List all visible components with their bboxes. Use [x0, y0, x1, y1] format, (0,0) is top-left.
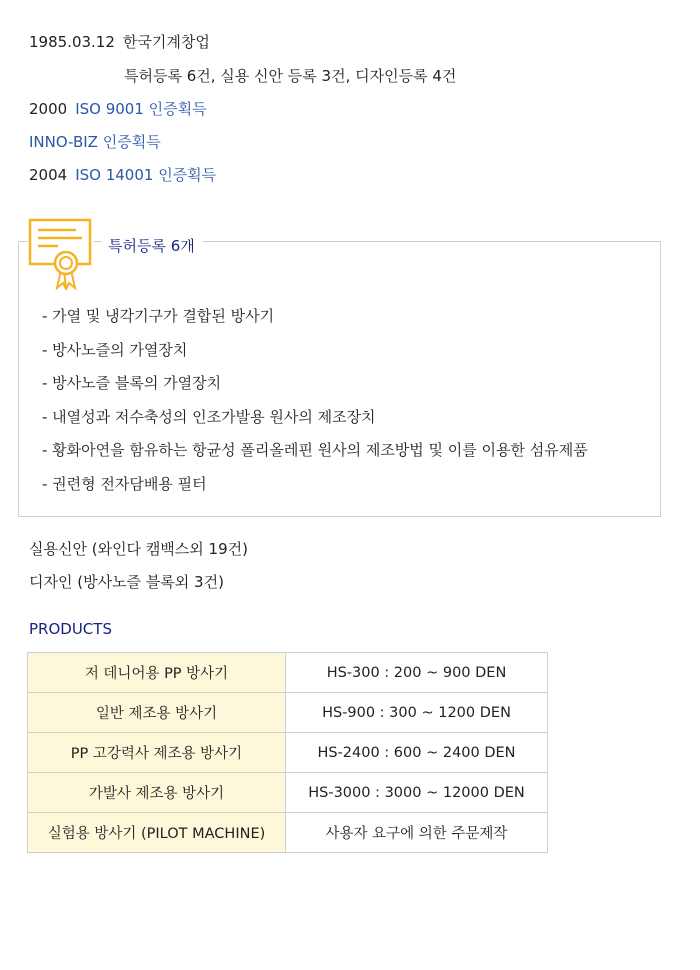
- product-name: 실험용 방사기 (PILOT MACHINE): [28, 813, 286, 853]
- product-spec: HS-900 : 300 ~ 1200 DEN: [286, 693, 548, 733]
- table-row: [28, 773, 548, 813]
- patent-item: - 내열성과 저수축성의 인조가발용 원사의 제조장치: [42, 407, 376, 426]
- patent-item: - 가열 및 냉각기구가 결합된 방사기: [42, 307, 275, 325]
- patent-item: - 방사노즐의 가열장치: [42, 340, 188, 359]
- iso14001-year: 2004: [29, 166, 68, 184]
- table-row: [28, 733, 548, 773]
- product-name: 저 데니어용 PP 방사기: [28, 653, 286, 693]
- products-table: [27, 652, 548, 853]
- iso14001-text: ISO 14001 인증획득: [75, 166, 217, 184]
- iso9001-year: 2000: [29, 100, 68, 118]
- product-name: PP 고강력사 제조용 방사기: [28, 733, 286, 773]
- patent-item: - 황화아연을 함유하는 항균성 폴리올레핀 원사의 제조방법 및 이를 이용한 섬유제품: [42, 441, 588, 459]
- founding-text: 한국기계창업: [122, 33, 210, 51]
- history-iso14001: [29, 165, 216, 185]
- history-iso9001: [29, 99, 207, 119]
- history-innobiz: INNO-BIZ 인증획득: [29, 133, 161, 151]
- patent-item: - 권련형 전자담배용 필터: [42, 474, 207, 493]
- certificate-icon: [28, 218, 94, 290]
- products-title: PRODUCTS: [29, 620, 112, 638]
- utility-model-line: 실용신안 (와인다 캠백스외 19건): [29, 540, 248, 558]
- product-spec: 사용자 요구에 의한 주문제작: [286, 813, 548, 853]
- table-row: [28, 653, 548, 693]
- history-founding: [29, 32, 210, 52]
- product-name: 일반 제조용 방사기: [28, 693, 286, 733]
- product-name: 가발사 제조용 방사기: [28, 773, 286, 813]
- patent-title: 특허등록 6개: [102, 236, 203, 256]
- founding-date: 1985.03.12: [29, 33, 115, 51]
- product-spec: HS-300 : 200 ~ 900 DEN: [286, 653, 548, 693]
- product-spec: HS-3000 : 3000 ~ 12000 DEN: [286, 773, 548, 813]
- design-line: 디자인 (방사노즐 블록외 3건): [29, 573, 224, 591]
- patent-item: - 방사노즐 블록의 가열장치: [42, 374, 222, 392]
- product-spec: HS-2400 : 600 ~ 2400 DEN: [286, 733, 548, 773]
- patent-list: [42, 306, 588, 507]
- iso9001-text: ISO 9001 인증획득: [75, 100, 207, 118]
- table-row: [28, 693, 548, 733]
- history-registrations: 특허등록 6건, 실용 신안 등록 3건, 디자인등록 4건: [124, 67, 457, 85]
- table-row: [28, 813, 548, 853]
